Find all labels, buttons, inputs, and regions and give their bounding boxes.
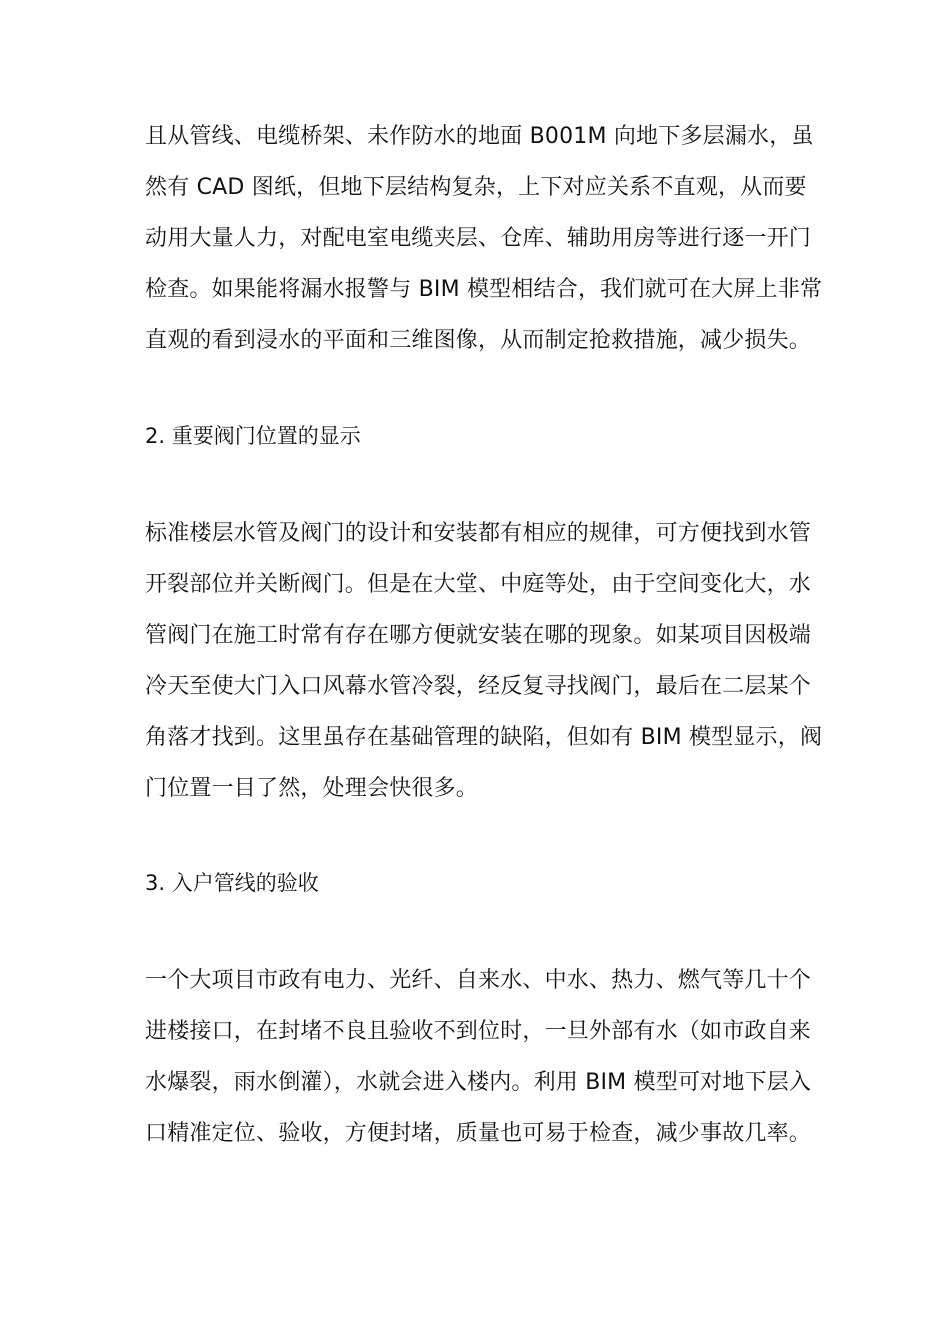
paragraph-valve-location [145,508,823,814]
paragraph-line: 水爆裂，雨水倒灌），水就会进入楼内。利用 BIM 模型可对地下层入 [145,1070,812,1095]
paragraph-line: 进楼接口，在封堵不良且验收不到位时，一旦外部有水（如市政自来 [145,1019,812,1044]
paragraph-line: 标准楼层水管及阀门的设计和安装都有相应的规律，可方便找到水管 [145,521,812,546]
paragraph-line: 管阀门在施工时常有存在哪方便就安装在哪的现象。如某项目因极端 [145,623,812,648]
paragraph-line: 开裂部位并关断阀门。但是在大堂、中庭等处，由于空间变化大，水 [145,572,812,597]
section-heading-valve-location: 2. 重要阀门位置的显示 [145,424,361,448]
paragraph-line: 检查。如果能将漏水报警与 BIM 模型相结合，我们就可在大屏上非常 [145,277,823,302]
paragraph-line: 一个大项目市政有电力、光纤、自来水、中水、热力、燃气等几十个 [145,968,812,993]
paragraph-line: 直观的看到浸水的平面和三维图像，从而制定抢救措施，减少损失。 [145,328,812,353]
paragraph-line: 口精准定位、验收，方便封堵，质量也可易于检查，减少事故几率。 [145,1121,812,1146]
paragraph-line: 门位置一目了然，处理会快很多。 [145,776,479,801]
paragraph-pipeline-acceptance [145,955,812,1159]
paragraph-intro [145,111,823,366]
paragraph-line: 冷天至使大门入口风幕水管冷裂，经反复寻找阀门，最后在二层某个 [145,674,812,699]
paragraph-line: 然有 CAD 图纸，但地下层结构复杂，上下对应关系不直观，从而要 [145,175,807,200]
paragraph-line: 角落才找到。这里虽存在基础管理的缺陷，但如有 BIM 模型显示，阀 [145,725,823,750]
paragraph-line: 动用大量人力，对配电室电缆夹层、仓库、辅助用房等进行逐一开门 [145,226,812,251]
section-heading-pipeline-acceptance: 3. 入户管线的验收 [145,871,319,895]
paragraph-line: 且从管线、电缆桥架、未作防水的地面 B001M 向地下多层漏水，虽 [145,124,814,149]
